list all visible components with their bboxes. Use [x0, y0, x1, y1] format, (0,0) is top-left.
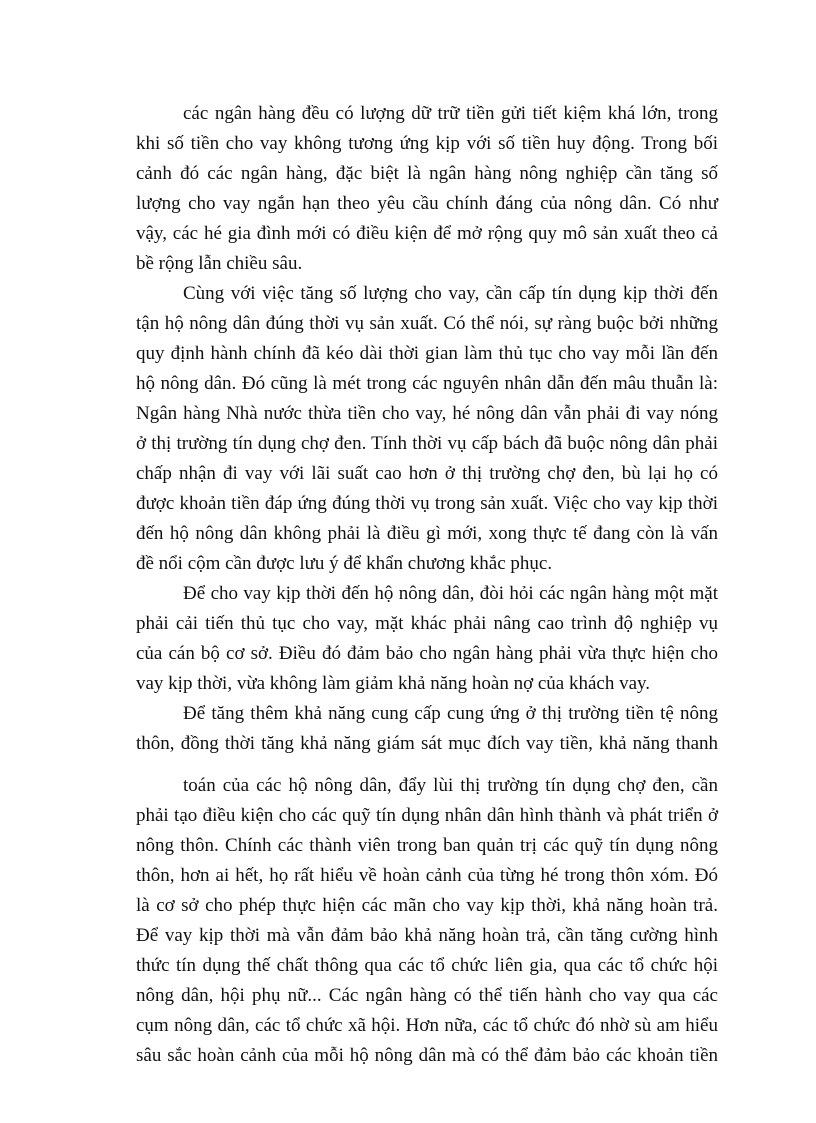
- text-line: tận hộ nông dân đúng thời vụ sản xuất. Có thể nói, sự ràng buộc bởi những: [136, 313, 718, 334]
- text-line: là cơ sở cho phép thực hiện các mãn cho vay kịp thời, khả năng hoàn trả.: [136, 895, 718, 916]
- text-line: bề rộng lẫn chiều sâu.: [136, 253, 303, 274]
- text-line: nông thôn. Chính các thành viên trong ban quản trị các quỹ tín dụng nông: [136, 835, 718, 856]
- text-line: các ngân hàng đều có lượng dữ trữ tiền gửi tiết kiệm khá lớn, trong: [183, 103, 718, 124]
- text-line: lượng cho vay ngắn hạn theo yêu cầu chính đáng của nông dân. Có như: [136, 193, 718, 214]
- text-line: Ngân hàng Nhà nước thừa tiền cho vay, hé nông dân vẫn phải đi vay nóng: [136, 403, 718, 424]
- text-line: cảnh đó các ngân hàng, đặc biệt là ngân hàng nông nghiệp cần tăng số: [136, 163, 718, 184]
- text-line: được khoản tiền đáp ứng đúng thời vụ trong sản xuất. Việc cho vay kịp thời: [136, 493, 718, 514]
- text-line: cụm nông dân, các tổ chức xã hội. Hơn nữa, các tổ chức đó nhờ sù am hiểu: [136, 1015, 718, 1036]
- text-line: nông dân, hội phụ nữ... Các ngân hàng có thể tiến hành cho vay qua các: [136, 985, 718, 1006]
- text-line: hộ nông dân. Đó cũng là mét trong các nguyên nhân dẫn đến mâu thuẫn là:: [136, 373, 718, 394]
- text-line: vay kịp thời, vừa không làm giảm khả năng hoàn nợ của khách vay.: [136, 673, 651, 694]
- text-line: thôn, hơn ai hết, họ rất hiểu về hoàn cảnh của từng hé trong thôn xóm. Đó: [136, 865, 718, 886]
- text-line: đề nổi cộm cần được lưu ý để khẩn chương khắc phục.: [136, 553, 553, 574]
- text-line: toán của các hộ nông dân, đẩy lùi thị trường tín dụng chợ đen, cần: [183, 775, 718, 796]
- text-line: Để tăng thêm khả năng cung cấp cung ứng ở thị trường tiền tệ nông: [183, 703, 718, 724]
- text-line: Để vay kịp thời mà vẫn đảm bảo khả năng hoàn trả, cần tăng cường hình: [136, 925, 718, 946]
- text-line: của cán bộ cơ sở. Điều đó đảm bảo cho ngân hàng phải vừa thực hiện cho: [136, 643, 718, 664]
- text-line: phải cải tiến thủ tục cho vay, mặt khác phải nâng cao trình độ nghiệp vụ: [136, 613, 718, 634]
- text-line: sâu sắc hoàn cảnh của mỗi hộ nông dân mà có thể đảm bảo các khoản tiền: [136, 1045, 718, 1066]
- text-line: thôn, đồng thời tăng khả năng giám sát mục đích vay tiền, khả năng thanh: [136, 733, 718, 754]
- text-line: quy định hành chính đã kéo dài thời gian làm thủ tục cho vay mỗi lần đến: [136, 343, 718, 364]
- text-line: khi số tiền cho vay không tương ứng kịp với số tiền huy động. Trong bối: [136, 133, 718, 154]
- text-line: vậy, các hé gia đình mới có điều kiện để mở rộng quy mô sản xuất theo cả: [136, 223, 718, 244]
- text-line: đến hộ nông dân không phải là điều gì mới, xong thực tế đang còn là vấn: [136, 523, 718, 544]
- text-line: Cùng với việc tăng số lượng cho vay, cần cấp tín dụng kịp thời đến: [183, 283, 718, 304]
- text-line: phải tạo điều kiện cho các quỹ tín dụng nhân dân hình thành và phát triển ở: [136, 805, 718, 826]
- text-line: ở thị trường tín dụng chợ đen. Tính thời vụ cấp bách đã buộc nông dân phải: [136, 433, 718, 454]
- text-line: Để cho vay kịp thời đến hộ nông dân, đòi hỏi các ngân hàng một mặt: [183, 583, 718, 604]
- text-line: thức tín dụng thế chất thông qua các tổ chức liên gia, qua các tổ chức hội: [136, 955, 718, 976]
- text-line: chấp nhận đi vay với lãi suất cao hơn ở thị trường chợ đen, bù lại họ có: [136, 463, 718, 484]
